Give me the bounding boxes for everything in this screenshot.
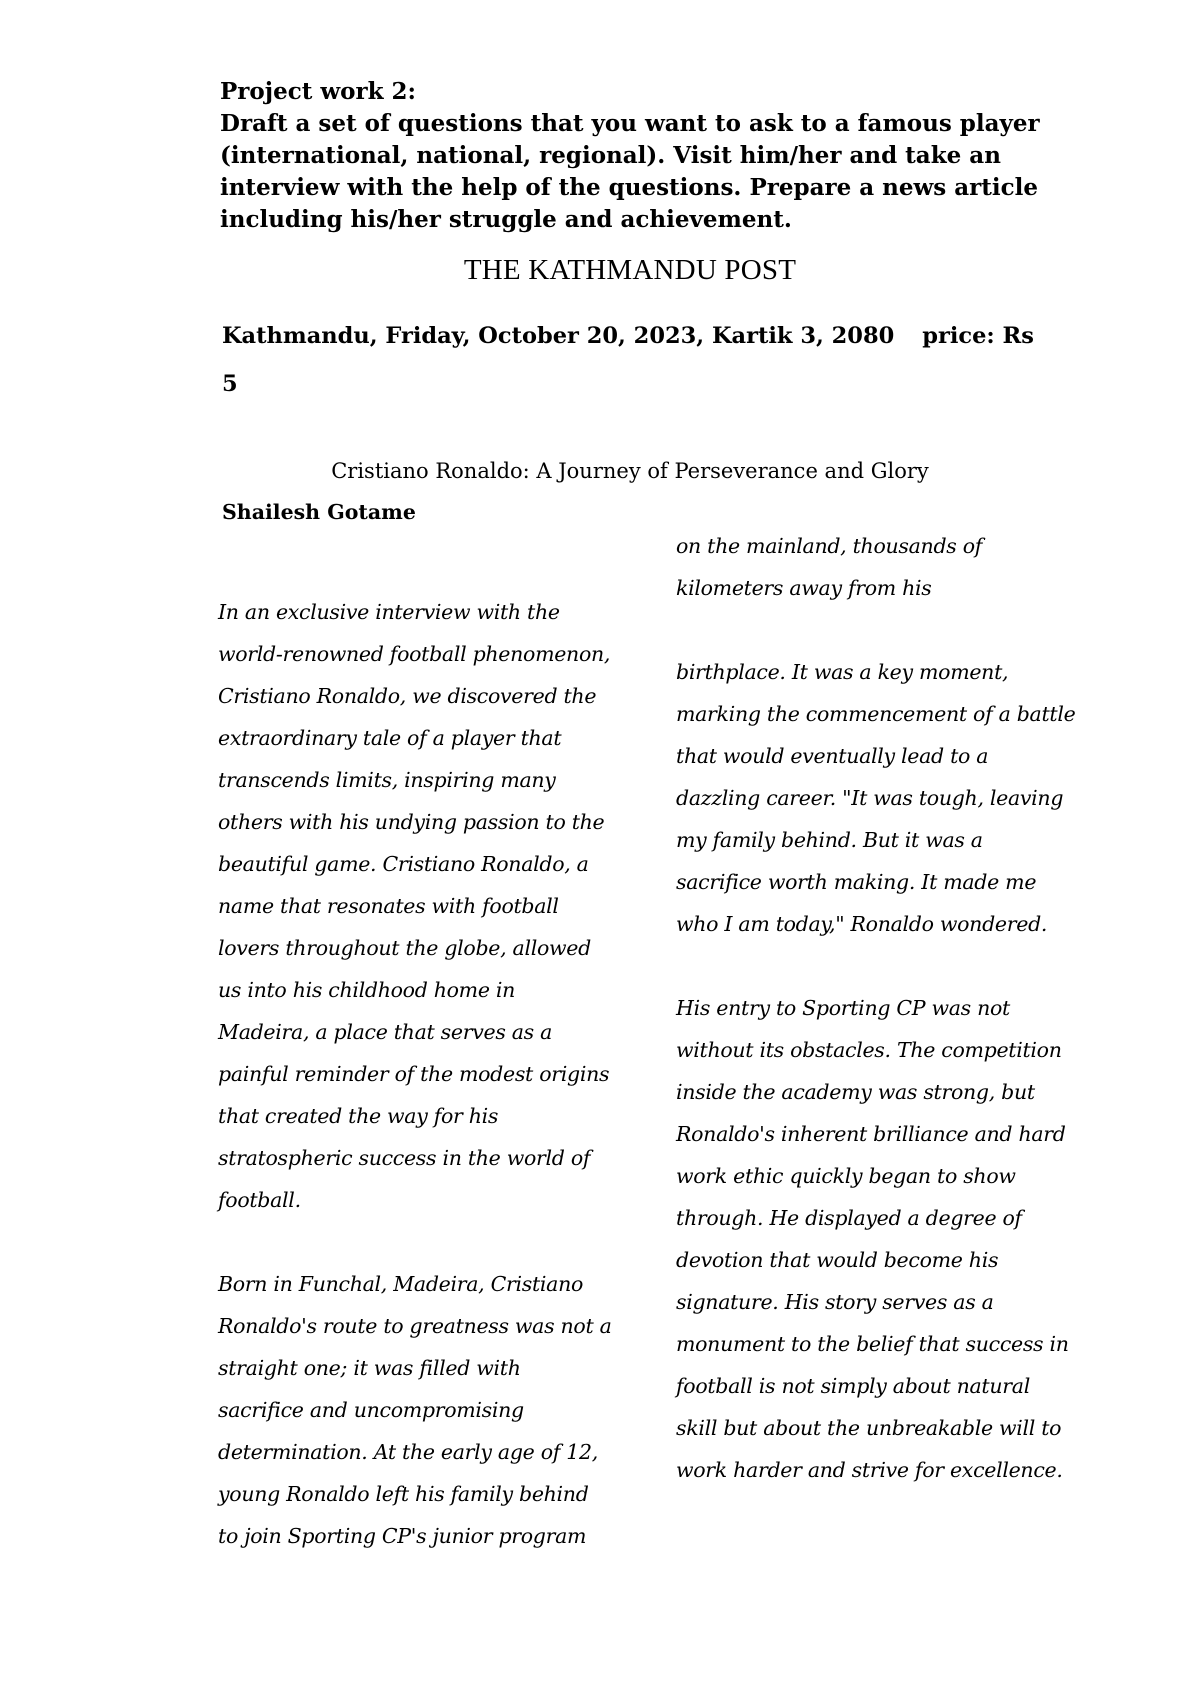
newspaper-dateline: [222, 312, 1042, 408]
paragraph-gap: [676, 945, 1096, 987]
text-line: Cristiano Ronaldo, we discovered the: [218, 684, 597, 708]
text-line: work harder and strive for excellence.: [676, 1458, 1063, 1482]
text-line: transcends limits, inspiring many: [218, 768, 556, 792]
text-line: Madeira, a place that serves as a: [218, 1020, 553, 1044]
text-line: football is not simply about natural: [676, 1374, 1030, 1398]
assignment-heading: Project work 2:: [220, 78, 417, 105]
dateline-price-label: price: Rs: [922, 323, 1034, 349]
text-line: that created the way for his: [218, 1104, 499, 1128]
assignment-line: including his/her struggle and achievement.: [220, 206, 792, 233]
text-line: Ronaldo's route to greatness was not a: [218, 1314, 612, 1338]
text-line: my family behind. But it was a: [676, 828, 983, 852]
text-line: who I am today," Ronaldo wondered.: [676, 912, 1048, 936]
assignment-line: Draft a set of questions that you want to ask to a famous player: [220, 110, 1040, 137]
text-line: name that resonates with football: [218, 894, 559, 918]
article-headline: Cristiano Ronaldo: A Journey of Perseverance and Glory: [331, 459, 929, 483]
dateline-date: Kathmandu, Friday, October 20, 2023, Kartik 3, 2080: [222, 323, 895, 349]
paragraph-gap: [218, 1221, 638, 1263]
text-line: Born in Funchal, Madeira, Cristiano: [218, 1272, 584, 1296]
paragraph: [218, 591, 638, 1221]
text-line: world-renowned football phenomenon,: [218, 642, 611, 666]
article-byline: Shailesh Gotame: [222, 500, 416, 524]
text-line: that would eventually lead to a: [676, 744, 989, 768]
text-line: His entry to Sporting CP was not: [676, 996, 1010, 1020]
text-line: straight one; it was filled with: [218, 1356, 521, 1380]
text-line: lovers throughout the globe, allowed: [218, 936, 591, 960]
text-line: us into his childhood home in: [218, 978, 516, 1002]
text-line: inside the academy was strong, but: [676, 1080, 1035, 1104]
text-line: young Ronaldo left his family behind: [218, 1482, 589, 1506]
text-line: stratospheric success in the world of: [218, 1146, 591, 1170]
paragraph-gap: [676, 609, 1096, 651]
text-line: devotion that would become his: [676, 1248, 999, 1272]
text-line: beautiful game. Cristiano Ronaldo, a: [218, 852, 589, 876]
dateline-price-value: 5: [222, 371, 238, 397]
text-line: In an exclusive interview with the: [218, 600, 560, 624]
text-line: to join Sporting CP's junior program: [218, 1524, 587, 1548]
text-line: birthplace. It was a key moment,: [676, 660, 1009, 684]
text-line: monument to the belief that success in: [676, 1332, 1069, 1356]
text-line: sacrifice worth making. It made me: [676, 870, 1037, 894]
text-line: skill but about the unbreakable will to: [676, 1416, 1062, 1440]
text-line: through. He displayed a degree of: [676, 1206, 1022, 1230]
newspaper-masthead: THE KATHMANDU POST: [463, 254, 797, 286]
paragraph: [676, 987, 1096, 1491]
text-line: dazzling career. "It was tough, leaving: [676, 786, 1064, 810]
text-line: painful reminder of the modest origins: [218, 1062, 610, 1086]
paragraph: [676, 525, 1096, 609]
text-line: on the mainland, thousands of: [676, 534, 983, 558]
text-line: kilometers away from his: [676, 576, 932, 600]
text-line: without its obstacles. The competition: [676, 1038, 1062, 1062]
assignment-line: interview with the help of the questions. Prepare a news article: [220, 174, 1039, 201]
article-right-column: [676, 525, 1096, 1491]
text-line: others with his undying passion to the: [218, 810, 605, 834]
text-line: work ethic quickly began to show: [676, 1164, 1016, 1188]
assignment-instructions: [220, 76, 1080, 236]
paragraph: [218, 1263, 638, 1557]
article-left-column: [218, 591, 638, 1557]
text-line: Ronaldo's inherent brilliance and hard: [676, 1122, 1066, 1146]
text-line: determination. At the early age of 12,: [218, 1440, 598, 1464]
assignment-line: (international, national, regional). Visit him/her and take an: [220, 142, 1001, 169]
text-line: marking the commencement of a battle: [676, 702, 1076, 726]
text-line: football.: [218, 1188, 301, 1212]
paragraph: [676, 651, 1096, 945]
text-line: signature. His story serves as a: [676, 1290, 994, 1314]
text-line: extraordinary tale of a player that: [218, 726, 562, 750]
text-line: sacrifice and uncompromising: [218, 1398, 524, 1422]
